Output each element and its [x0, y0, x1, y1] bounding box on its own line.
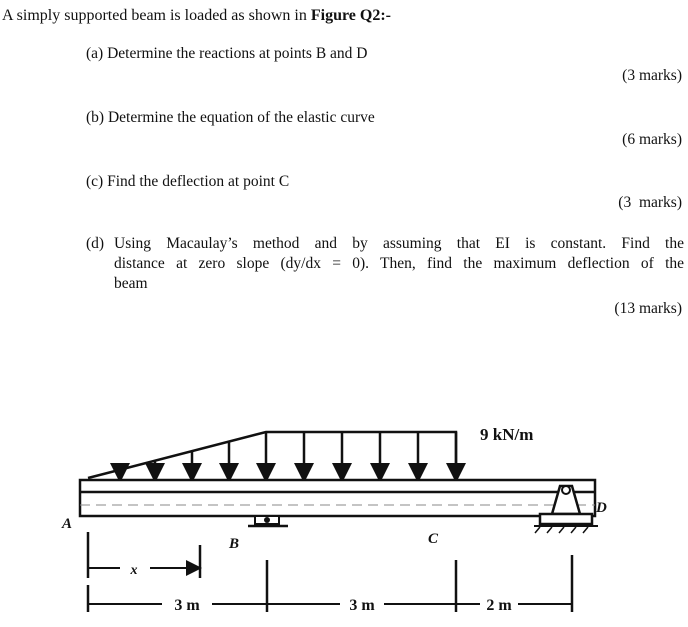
load-intensity-label: 9 kN/m [480, 425, 534, 444]
question-b-label: (b) [86, 109, 105, 126]
support-b [248, 516, 288, 526]
question-d-marks: (13 marks) [614, 300, 682, 317]
intro-suffix: :- [380, 7, 391, 24]
question-c-label: (c) [86, 173, 104, 190]
dimension-bc: 3 m [349, 597, 375, 614]
question-c-text: Find the deflection at point C [107, 173, 290, 190]
question-b-marks: (6 marks) [622, 131, 682, 148]
x-coordinate-marker [88, 532, 200, 578]
intro-text: A simply supported beam is loaded as shown in [2, 7, 311, 24]
question-d-line-2: distance at zero slope (dy/dx = 0). Then, find the maximum deflection of the [114, 255, 684, 272]
question-a-text: Determine the reactions at points B and D [107, 45, 368, 62]
question-c-marks: (3 marks) [618, 194, 682, 211]
point-c-label: C [428, 531, 439, 547]
point-a-label: A [62, 516, 73, 532]
point-d-label: D [596, 500, 607, 516]
question-a-marks: (3 marks) [622, 67, 682, 84]
figure-reference: Figure Q2 [310, 7, 381, 24]
point-b-label: B [229, 536, 240, 552]
question-d-line-3: beam [114, 275, 148, 292]
distributed-load [88, 432, 456, 478]
question-b-text: Determine the equation of the elastic curve [107, 109, 375, 126]
dimension-line [88, 555, 572, 614]
question-d-label: (d) [86, 235, 105, 252]
question-a-label: (a) [86, 45, 104, 62]
question-d-line-1-text: Using Macaulay’s method and by assuming that EI is constant. Find the [114, 235, 684, 252]
dimension-cd: 2 m [486, 597, 512, 614]
x-label: x [130, 563, 138, 578]
dimension-ab: 3 m [174, 597, 200, 614]
beam [80, 480, 595, 516]
